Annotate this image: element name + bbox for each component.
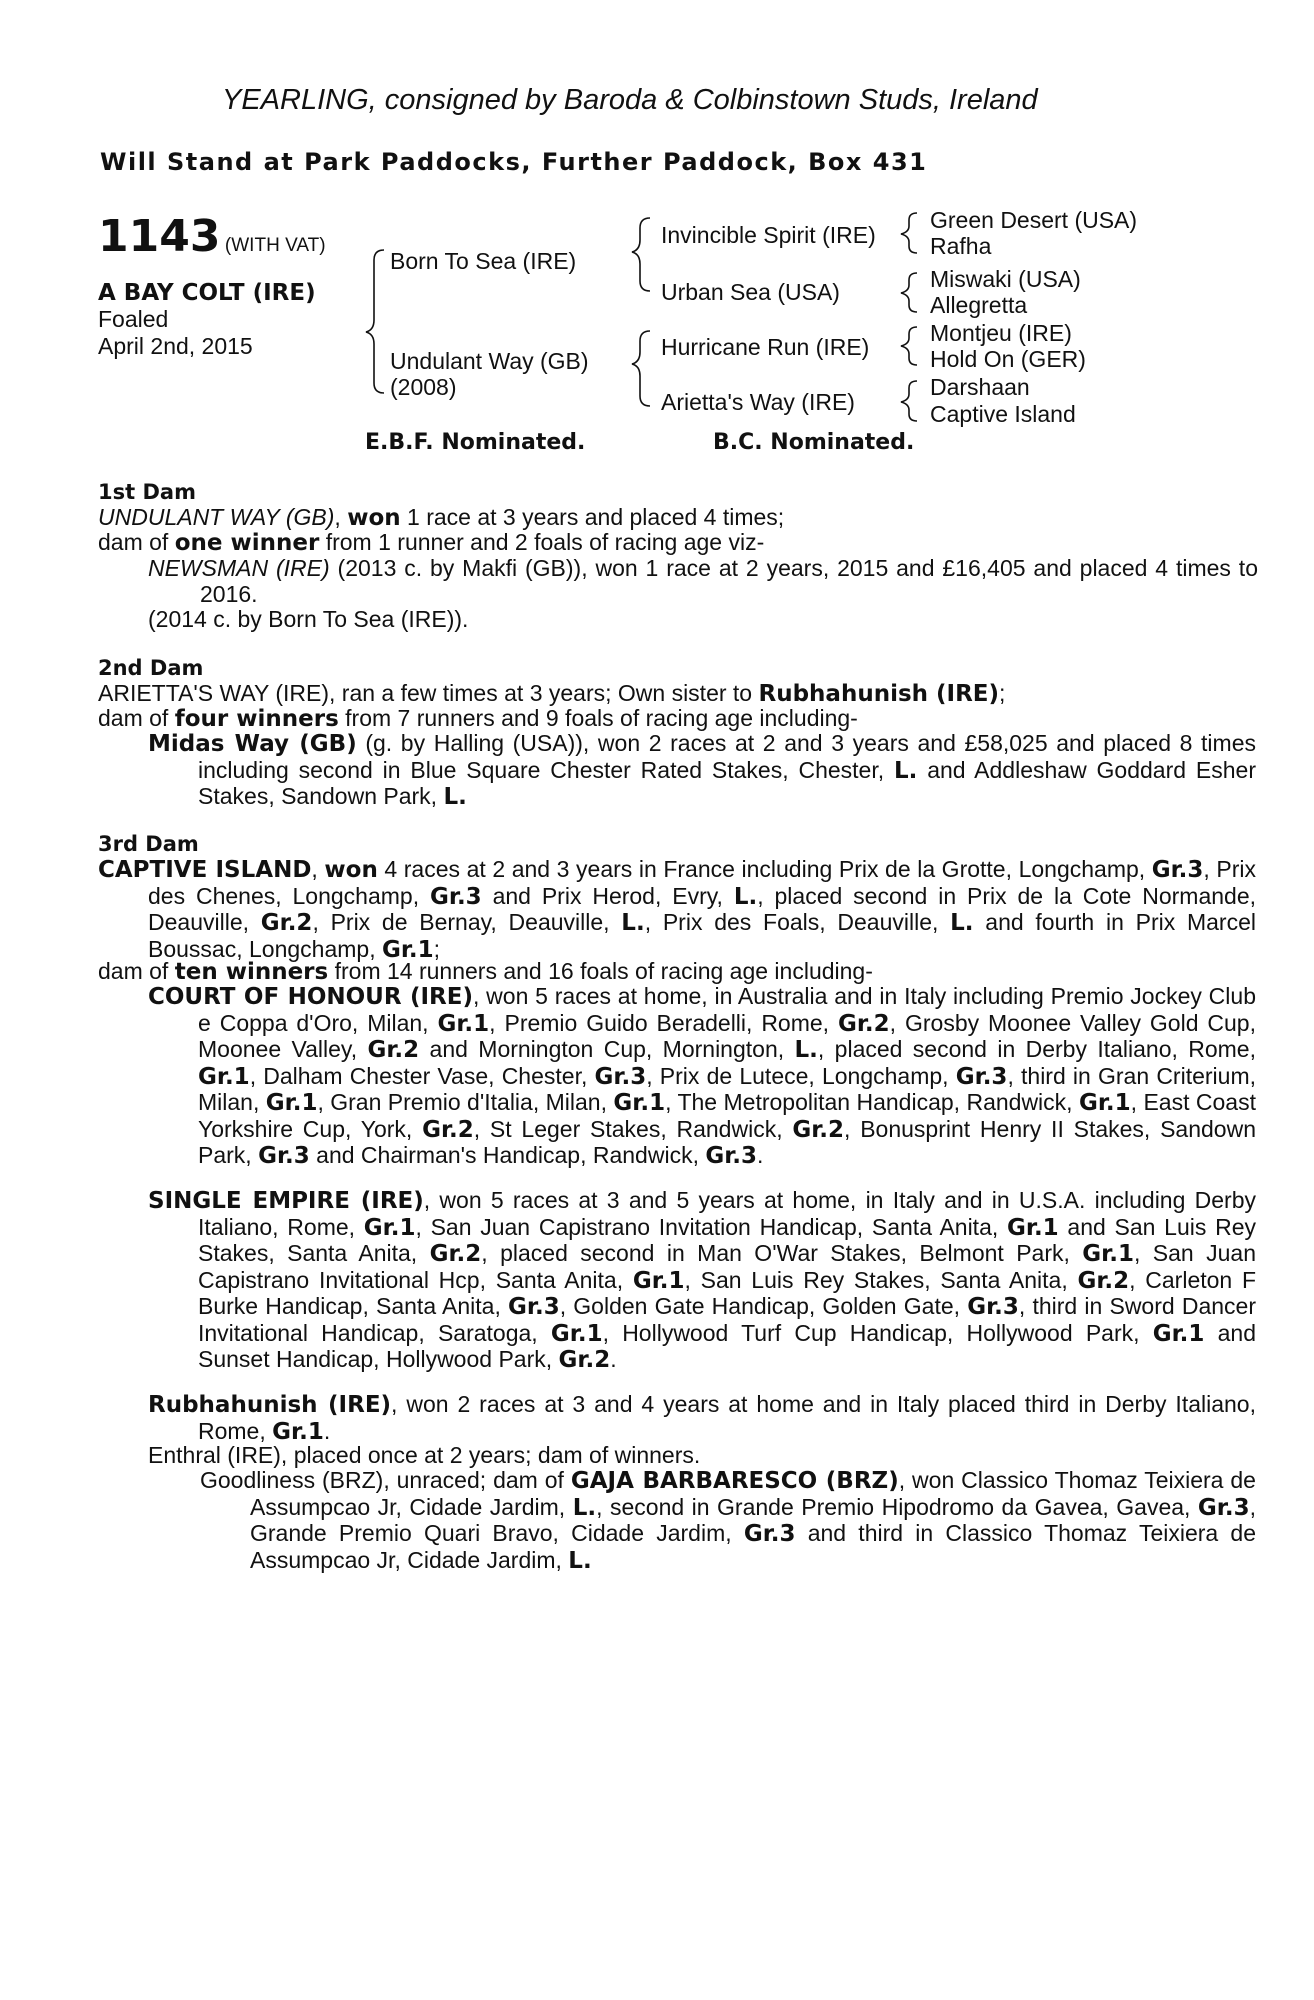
captive-island-record bbox=[98, 857, 1256, 963]
newsman-record: (2013 c. by Makfi (GB)), won 1 race at 2 years, 2015 and £16,405 and placed 4 times to 2016. bbox=[200, 555, 1258, 607]
captive-island-name: CAPTIVE ISLAND bbox=[98, 857, 312, 883]
t: . bbox=[323, 1417, 331, 1444]
rubhahunish-ref: Rubhahunish (IRE) bbox=[758, 681, 1000, 707]
grade-tag: L. bbox=[572, 1494, 597, 1521]
grade-tag: Gr.3 bbox=[430, 883, 482, 910]
grade-tag: Gr.1 bbox=[437, 1010, 490, 1037]
single-empire-name: SINGLE EMPIRE (IRE) bbox=[148, 1188, 424, 1214]
second-dam-text: ARIETTA'S WAY (IRE), ran a few times at 3 years; Own sister to bbox=[98, 680, 759, 706]
grade-tag: Gr.1 bbox=[1082, 1241, 1134, 1267]
ancestor-green-desert: Green Desert (USA) bbox=[930, 207, 1138, 233]
t: 4 races at 2 and 3 years in France including Prix de la Grotte, Longchamp, bbox=[377, 856, 1152, 882]
second-dam-produce-summary bbox=[98, 706, 1206, 733]
second-dam-title: 2nd Dam bbox=[98, 656, 204, 680]
winners-count: ten winners bbox=[174, 959, 329, 985]
t: , won 5 races at 3 and 5 years at home, in Italy and in U.S.A. including Derby Italiano, Rome, bbox=[198, 1187, 1256, 1240]
grade-tag: Gr.1 bbox=[272, 1418, 324, 1445]
t: , The Metropolitan Handicap, Randwick, bbox=[665, 1089, 1079, 1115]
t: ; bbox=[433, 935, 441, 962]
grade-tag: Gr.1 bbox=[613, 1090, 666, 1116]
winners-count: one winner bbox=[174, 530, 320, 556]
vat-label: (WITH VAT) bbox=[224, 235, 326, 256]
t: Goodliness (BRZ), unraced; dam of bbox=[200, 1467, 571, 1493]
grade-tag: Gr.3 bbox=[594, 1063, 647, 1090]
grade-tag: Gr.1 bbox=[198, 1063, 250, 1090]
dam-year: (2008) bbox=[390, 374, 457, 400]
t: , third in Sword Dancer Invitational Handicap, Saratoga, bbox=[198, 1293, 1256, 1346]
produce-rubhahunish bbox=[148, 1392, 1256, 1445]
grade-tag: Gr.2 bbox=[558, 1347, 611, 1373]
produce-enthral: Enthral (IRE), placed once at 2 years; dam of winners. bbox=[148, 1442, 701, 1468]
grade-tag: L. bbox=[733, 883, 758, 910]
third-dam-produce-summary bbox=[98, 959, 1206, 986]
t: , Carleton F Burke Handicap, Santa Anita, bbox=[198, 1266, 1257, 1319]
first-dam-record-text: 1 race at 3 years and placed 4 times; bbox=[400, 504, 785, 530]
midas-way-record: (g. by Halling (USA)), won 2 races at 2 and 3 years and £58,025 and placed 8 times including second in Blue Square Chester Rated Stakes, Chester, bbox=[198, 730, 1256, 783]
foaled-label: Foaled bbox=[98, 306, 169, 332]
t: , San Luis Rey Stakes, Santa Anita, bbox=[684, 1266, 1078, 1293]
newsman-name: NEWSMAN (IRE) bbox=[148, 555, 330, 581]
ancestor-miswaki: Miswaki (USA) bbox=[930, 266, 1081, 292]
t: , Golden Gate Handicap, Golden Gate, bbox=[559, 1293, 968, 1319]
ancestor-captive-island: Captive Island bbox=[930, 401, 1076, 427]
grade-tag: Gr.1 bbox=[632, 1267, 685, 1294]
grade-tag: Gr.2 bbox=[422, 1116, 474, 1143]
grade-tag: Gr.2 bbox=[1077, 1267, 1130, 1294]
winners-count: four winners bbox=[174, 706, 339, 732]
grade-tag: Gr.1 bbox=[1078, 1090, 1131, 1116]
third-dam-title: 3rd Dam bbox=[98, 832, 199, 856]
produce-single-empire bbox=[148, 1188, 1256, 1374]
t: , Bonusprint Henry II Stakes, Sandown Park, bbox=[198, 1115, 1256, 1168]
t: , San Juan Capistrano Invitation Handicap, Santa Anita, bbox=[415, 1213, 1007, 1240]
lot-number: 1143 bbox=[98, 211, 221, 262]
grade-tag: Gr.1 bbox=[1152, 1320, 1205, 1347]
dam-of-summary-text: from 14 runners and 16 foals of racing age including- bbox=[328, 958, 873, 984]
first-dam-title: 1st Dam bbox=[98, 480, 196, 504]
t: , East Coast Yorkshire Cup, York, bbox=[198, 1089, 1256, 1142]
t: and San Luis Rey Stakes, Santa Anita, bbox=[198, 1213, 1257, 1266]
t: and Chairman's Handicap, Randwick, bbox=[309, 1142, 706, 1168]
t: , third in Gran Criterium, Milan, bbox=[198, 1062, 1256, 1115]
t: , placed second in Man O'War Stakes, Belmont Park, bbox=[481, 1240, 1083, 1266]
grade-tag: Gr.1 bbox=[265, 1090, 318, 1116]
t: , placed second in Derby Italiano, Rome, bbox=[817, 1036, 1256, 1062]
t: , Grande Premio Quari Bravo, Cidade Jardim, bbox=[250, 1493, 1256, 1546]
grade-tag: Gr.1 bbox=[1007, 1214, 1059, 1241]
t: , Prix des Chenes, Longchamp, bbox=[148, 856, 1256, 909]
grade-tag: Gr.1 bbox=[381, 936, 434, 963]
won-text: won bbox=[324, 857, 378, 883]
t: and fourth in Prix Marcel Boussac, Longchamp, bbox=[148, 909, 1256, 962]
foaled-date: April 2nd, 2015 bbox=[98, 333, 253, 359]
produce-midas-way bbox=[148, 731, 1256, 811]
t: , bbox=[311, 856, 325, 882]
dam-of-text: dam of bbox=[98, 705, 175, 731]
second-dam-record bbox=[98, 681, 1206, 708]
t: . bbox=[757, 1142, 764, 1168]
sire-sire-name: Invincible Spirit (IRE) bbox=[661, 222, 876, 248]
ebf-nomination: E.B.F. Nominated. bbox=[365, 430, 586, 455]
grade-tag: Gr.3 bbox=[258, 1143, 310, 1169]
first-dam-produce-summary bbox=[98, 530, 1206, 557]
grade-tag: Gr.3 bbox=[967, 1294, 1019, 1320]
grade-tag: L. bbox=[568, 1547, 592, 1574]
ancestor-darshaan: Darshaan bbox=[930, 374, 1030, 400]
t: , Prix de Lutece, Longchamp, bbox=[646, 1062, 956, 1089]
t: and Mornington Cup, Mornington, bbox=[419, 1036, 795, 1062]
t: , won 2 races at 3 and 4 years at home and in Italy placed third in Derby Italiano, Rome, bbox=[198, 1391, 1256, 1444]
ancestor-montjeu: Montjeu (IRE) bbox=[930, 320, 1072, 346]
dam-of-text: dam of bbox=[98, 529, 175, 555]
ancestor-hold-on: Hold On (GER) bbox=[930, 346, 1086, 372]
t: , Hollywood Turf Cup Handicap, Hollywood Park, bbox=[602, 1319, 1153, 1346]
grade-tag: Gr.2 bbox=[837, 1010, 890, 1037]
lot-description: A BAY COLT (IRE) bbox=[98, 280, 316, 306]
grade-tag: Gr.3 bbox=[1197, 1494, 1250, 1521]
dam-sire-name: Hurricane Run (IRE) bbox=[661, 334, 870, 360]
gaja-barbaresco-name: GAJA BARBARESCO (BRZ) bbox=[570, 1468, 899, 1494]
dam-name: Undulant Way (GB) bbox=[390, 348, 589, 374]
grade-tag: L. bbox=[621, 910, 645, 936]
t: , Dalham Chester Vase, Chester, bbox=[249, 1062, 595, 1089]
grade-tag: L. bbox=[893, 757, 918, 784]
bc-nomination: B.C. Nominated. bbox=[713, 430, 915, 455]
sire-dam-name: Urban Sea (USA) bbox=[661, 279, 840, 305]
produce-goodliness bbox=[200, 1468, 1256, 1574]
first-dam-name: UNDULANT WAY (GB) bbox=[98, 504, 335, 530]
grade-tag: Gr.3 bbox=[1151, 857, 1204, 883]
stand-location: Will Stand at Park Paddocks, Further Paddock, Box 431 bbox=[100, 148, 928, 176]
consignment-heading: YEARLING, consigned by Baroda & Colbinstown Studs, Ireland bbox=[222, 84, 1038, 116]
court-of-honour-name: COURT OF HONOUR (IRE) bbox=[148, 984, 473, 1010]
rubhahunish-name: Rubhahunish (IRE) bbox=[148, 1392, 392, 1418]
midas-way-name: Midas Way (GB) bbox=[148, 731, 357, 757]
ancestor-rafha: Rafha bbox=[930, 233, 992, 259]
grade-tag: Gr.1 bbox=[550, 1320, 603, 1347]
t: and Prix Herod, Evry, bbox=[481, 882, 734, 909]
midas-way-record-2: and Addleshaw Goddard Esher Stakes, Sandown Park, bbox=[198, 756, 1256, 809]
grade-tag: L. bbox=[443, 784, 467, 810]
grade-tag: Gr.3 bbox=[743, 1521, 796, 1547]
t: , Premio Guido Beradelli, Rome, bbox=[489, 1009, 838, 1036]
t: , second in Grande Premio Hipodromo da Gavea, Gavea, bbox=[596, 1493, 1198, 1520]
dam-of-summary-text: from 7 runners and 9 foals of racing age including- bbox=[338, 705, 858, 731]
t: , won 5 races at home, in Australia and in Italy including Premio Jockey Club e Coppa d'Oro, Milan, bbox=[198, 983, 1256, 1036]
t: , Prix des Foals, Deauville, bbox=[644, 909, 951, 935]
grade-tag: Gr.1 bbox=[363, 1214, 416, 1241]
t: , San Juan Capistrano Invitational Hcp, Santa Anita, bbox=[198, 1240, 1256, 1293]
t: , St Leger Stakes, Randwick, bbox=[473, 1115, 793, 1142]
produce-court-of-honour bbox=[148, 984, 1256, 1170]
grade-tag: Gr.3 bbox=[705, 1143, 758, 1169]
won-text: won bbox=[347, 505, 401, 531]
grade-tag: L. bbox=[794, 1037, 818, 1063]
ancestor-allegretta: Allegretta bbox=[930, 292, 1028, 318]
produce-newsman bbox=[148, 556, 1258, 607]
grade-tag: Gr.3 bbox=[955, 1063, 1008, 1090]
grade-tag: Gr.2 bbox=[429, 1241, 482, 1267]
first-dam-record: UNDULANT WAY (GB), won 1 race at 3 years and placed 4 times; bbox=[98, 504, 785, 531]
t: , won Classico Thomaz Teixiera de Assumpcao Jr, Cidade Jardim, bbox=[250, 1467, 1256, 1520]
t: and Sunset Handicap, Hollywood Park, bbox=[198, 1319, 1257, 1372]
grade-tag: Gr.2 bbox=[260, 910, 313, 936]
punct: ; bbox=[999, 680, 1006, 706]
grade-tag: Gr.2 bbox=[367, 1037, 420, 1063]
grade-tag: Gr.2 bbox=[792, 1116, 845, 1143]
t: , Grosby Moonee Valley Gold Cup, Moonee Valley, bbox=[198, 1009, 1256, 1062]
t: , Prix de Bernay, Deauville, bbox=[312, 909, 622, 935]
dam-dam-name: Arietta's Way (IRE) bbox=[661, 389, 855, 415]
dam-of-text: dam of bbox=[98, 958, 175, 984]
grade-tag: L. bbox=[950, 910, 974, 936]
sire-name: Born To Sea (IRE) bbox=[390, 248, 577, 274]
t: , placed second in Prix de la Cote Normande, Deauville, bbox=[148, 882, 1257, 935]
grade-tag: Gr.3 bbox=[508, 1294, 560, 1320]
produce-2014: (2014 c. by Born To Sea (IRE)). bbox=[148, 606, 469, 632]
t: . bbox=[610, 1346, 617, 1372]
t: and third in Classico Thomaz Teixiera de Assumpcao Jr, Cidade Jardim, bbox=[250, 1520, 1256, 1573]
dam-of-summary-text: from 1 runner and 2 foals of racing age viz- bbox=[319, 529, 765, 555]
t: , Gran Premio d'Italia, Milan, bbox=[317, 1089, 614, 1115]
